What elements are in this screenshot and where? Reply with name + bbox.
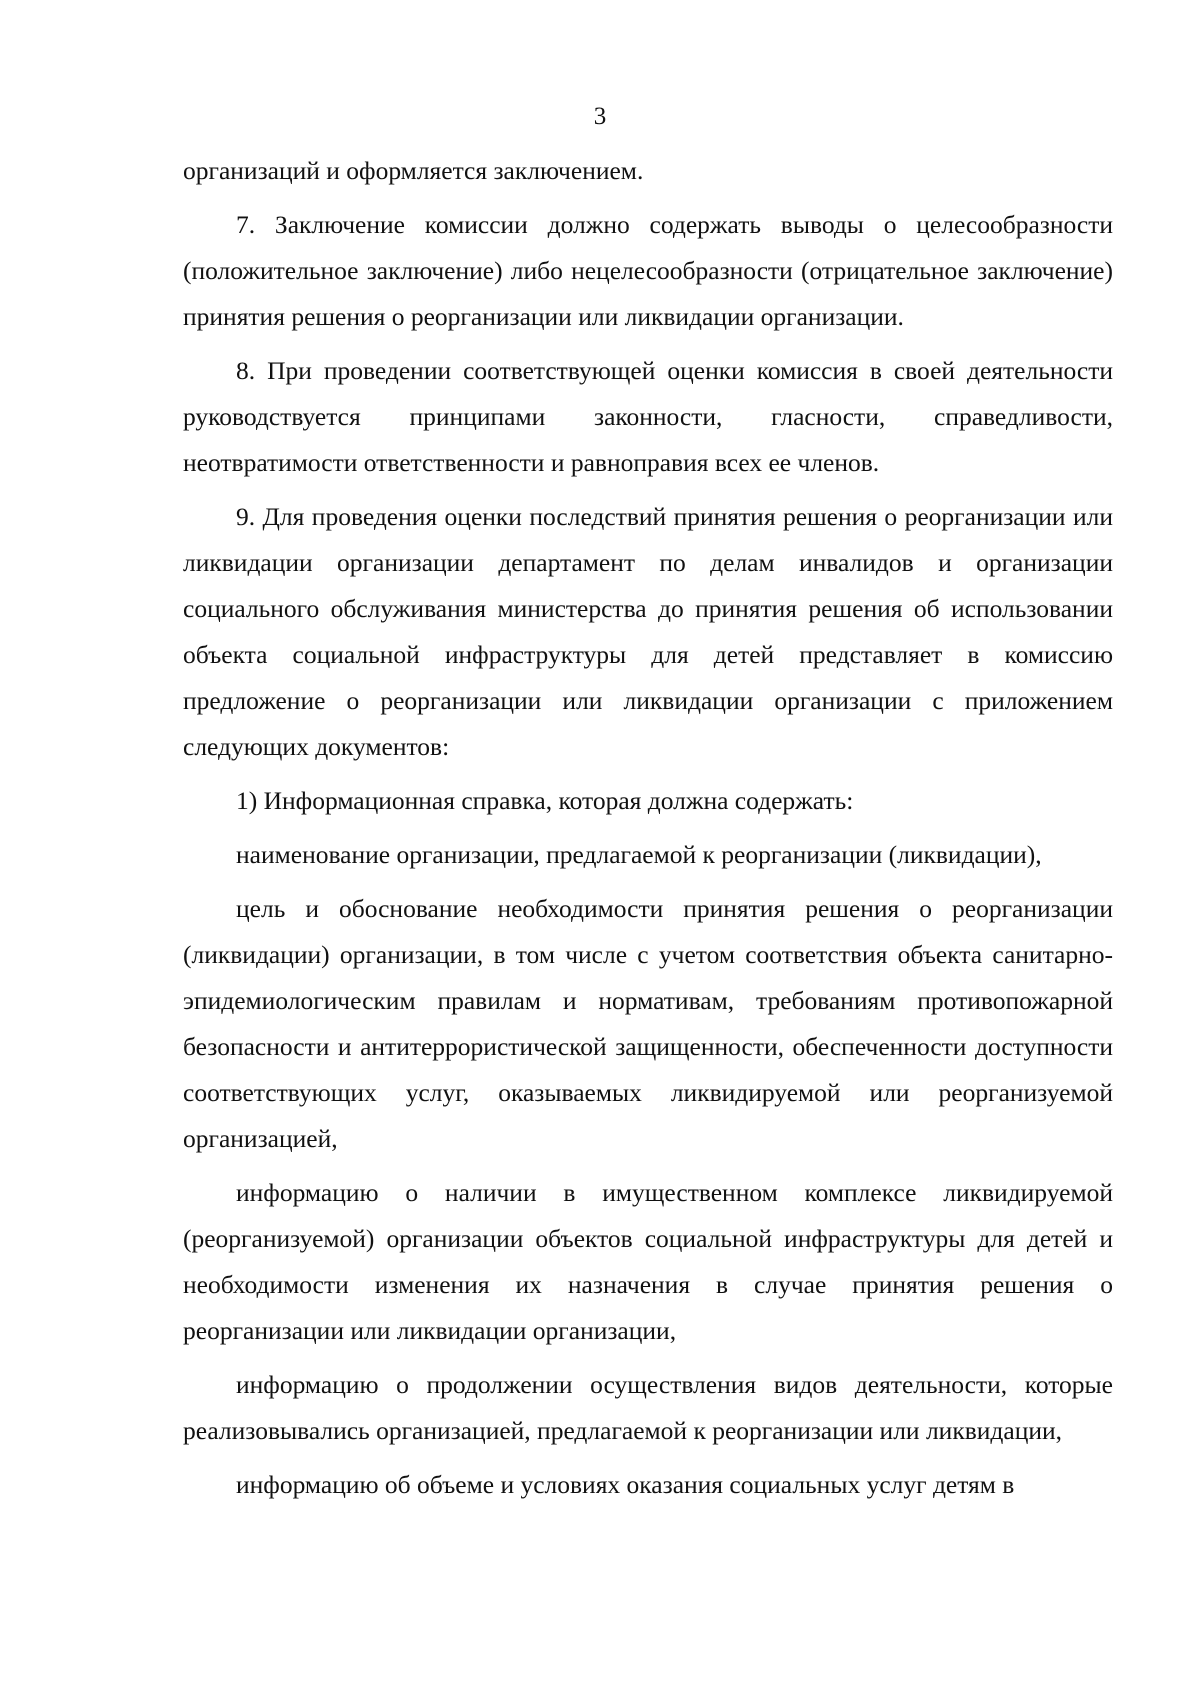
paragraph-activities-info: информацию о продолжении осуществления видов деятельности, которые реализовывались организацией, предлагаемой к реорганизации или ликвидации, xyxy=(183,1370,1113,1445)
paragraph-goal-justification: цель и обоснование необходимости принятия решения о реорганизации (ликвидации) организации, в том числе с учетом соответствия объекта санитарно-эпидемиологическим правилам и нормативам, требованиям противопожарной безопасности и антитеррористической защищенности, обеспеченности доступности соответствующих услуг, оказываемых ликвидируемой или реорганизуемой организацией, xyxy=(183,894,1113,1153)
paragraph-continuation: организаций и оформляется заключением. xyxy=(183,156,644,185)
paragraph-services-info: информацию об объеме и условиях оказания социальных услуг детям в xyxy=(236,1470,1015,1499)
page-number: 3 xyxy=(593,103,607,130)
paragraph-property-info: информацию о наличии в имущественном комплексе ликвидируемой (реорганизуемой) организации объектов социальной инфраструктуры для детей и необходимости изменения их назначения в случае принятия решения о реорганизации или ликвидации организации, xyxy=(183,1178,1113,1345)
paragraph-org-name: наименование организации, предлагаемой к реорганизации (ликвидации), xyxy=(236,840,1042,869)
paragraph-item-8: 8. При проведении соответствующей оценки комиссия в своей деятельности руководствуется принципами законности, гласности, справедливости, неотвратимости ответственности и равноправия всех ее членов. xyxy=(183,356,1113,477)
paragraph-item-9: 9. Для проведения оценки последствий принятия решения о реорганизации или ликвидации организации департамент по делам инвалидов и организации социального обслуживания министерства до принятия решения об использовании объекта социальной инфраструктуры для детей представляет в комиссию предложение о реорганизации или ликвидации организации с приложением следующих документов: xyxy=(183,502,1113,761)
paragraph-item-7: 7. Заключение комиссии должно содержать выводы о целесообразности (положительное заключение) либо нецелесообразности (отрицательное заключение) принятия решения о реорганизации или ликвидации организации. xyxy=(183,210,1113,331)
paragraph-subitem-1: 1) Информационная справка, которая должна содержать: xyxy=(236,786,854,815)
document-body xyxy=(183,148,1113,1508)
